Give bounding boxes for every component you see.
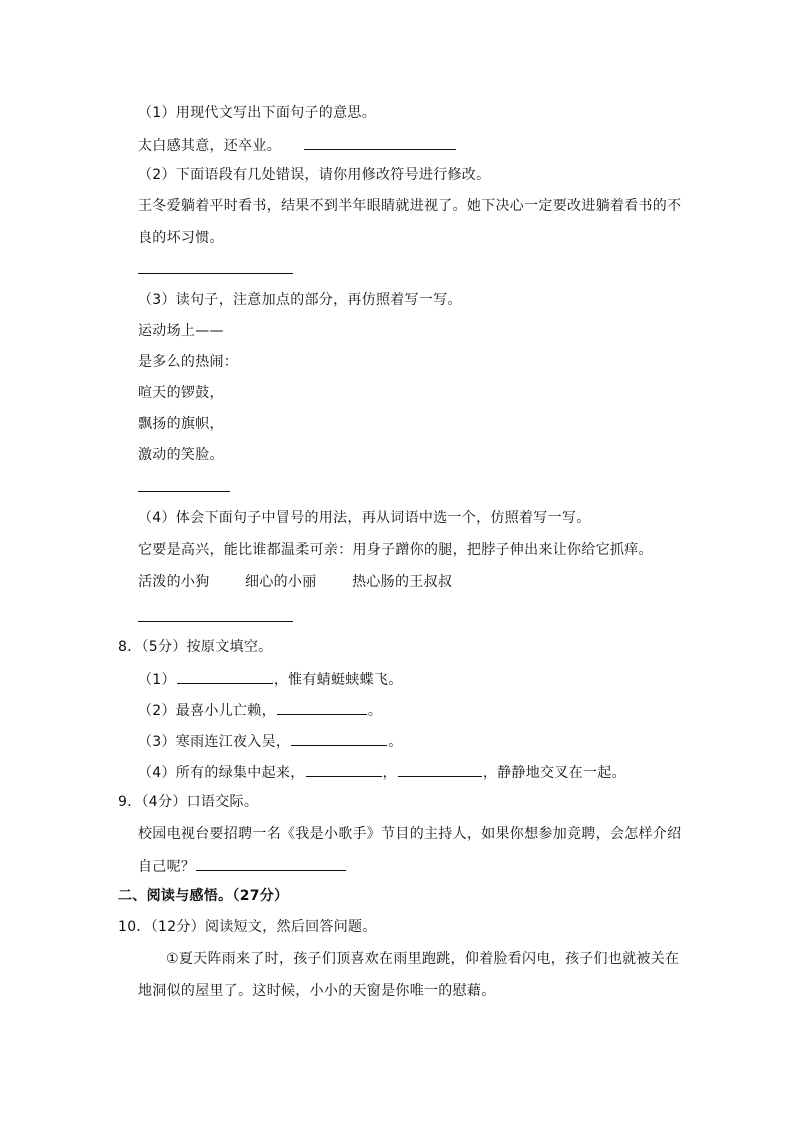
q7-p2-text-line2: 良的坏习惯。 — [138, 230, 224, 246]
q9-header: 9．（4分）口语交际。 — [118, 794, 259, 810]
q7-p1-label: （1）用现代文写出下面句子的意思。 — [138, 105, 377, 121]
q8-item-prefix: （2）最喜小儿亡赖， — [138, 703, 276, 719]
fill-blank[interactable] — [177, 669, 273, 684]
q7-p4-label: （4）体会下面句子中冒号的用法，再从词语中选一个，仿照着写一写。 — [138, 510, 591, 526]
q7-p1-sentence-row — [138, 135, 457, 155]
q7-p3-line: 喧天的锣鼓， — [138, 385, 224, 401]
q8-item — [138, 700, 382, 720]
q9-line1: 校园电视台要招聘一名《我是小歌手》节目的主持人，如果你想参加竞聘，会怎样介绍 — [138, 826, 682, 842]
q8-item-suffix: ，静静地交叉在一起。 — [482, 765, 626, 781]
q7-p2-label: （2）下面语段有几处错误，请你用修改符号进行修改。 — [138, 167, 491, 183]
q8-item — [138, 669, 403, 689]
answer-blank[interactable] — [196, 856, 346, 871]
q8-item-prefix: （1） — [138, 672, 176, 688]
q8-item-mid: ， — [382, 765, 397, 781]
q10-para1-line1: ①夏天阵雨来了时，孩子们顶喜欢在雨里跑跳，仰着脸看闪电，孩子们也就被关在 — [166, 951, 680, 967]
q8-item-suffix: 。 — [388, 734, 403, 750]
q7-p1-sentence: 太白感其意，还卒业。 — [138, 138, 281, 154]
section-title: 二、阅读与感悟。（27分） — [118, 888, 289, 904]
q8-item — [138, 731, 403, 751]
q9-line2: 自己呢？ — [138, 859, 196, 875]
q8-item-suffix: ，惟有蜻蜓蛱蝶飞。 — [273, 672, 403, 688]
q7-p3-label: （3）读句子，注意加点的部分，再仿照着写一写。 — [138, 292, 462, 308]
q7-p3-line: 激动的笑脸。 — [138, 447, 224, 463]
answer-line[interactable] — [138, 621, 293, 622]
q7-p2-text-line1: 王冬爱躺着平时看书，结果不到半年眼睛就进视了。她下决心一定要改进躺着看书的不 — [138, 198, 682, 214]
q10-header: 10．（12分）阅读短文，然后回答问题。 — [118, 919, 377, 935]
fill-blank[interactable] — [291, 731, 387, 746]
option-word: 热心肠的王叔叔 — [352, 574, 453, 590]
answer-line[interactable] — [138, 273, 293, 274]
fill-blank[interactable] — [277, 700, 367, 715]
answer-blank[interactable] — [304, 135, 456, 150]
q7-p3-line: 是多么的热闹： — [138, 354, 239, 370]
q8-item-suffix: 。 — [367, 703, 383, 719]
q7-p3-line: 飘扬的旗帜， — [138, 416, 224, 432]
q7-p3-line: 运动场上—— — [138, 323, 224, 339]
option-word: 活泼的小狗 — [138, 574, 210, 590]
q7-p4-options — [138, 573, 452, 591]
q8-header: 8．（5分）按原文填空。 — [118, 639, 273, 655]
q8-item-prefix: （4）所有的绿集中起来， — [138, 765, 305, 781]
q7-p4-sentence: 它要是高兴，能比谁都温柔可亲：用身子蹭你的腿，把脖子伸出来让你给它抓痒。 — [138, 542, 653, 558]
q8-item-prefix: （3）寒雨连江夜入吴， — [138, 734, 291, 750]
q10-para1-line2: 地洞似的屋里了。这时候，小小的天窗是你唯一的慰藉。 — [138, 983, 496, 999]
fill-blank[interactable] — [398, 762, 482, 777]
answer-line[interactable] — [138, 491, 230, 492]
q8-item — [138, 762, 626, 782]
q9-line2-row — [138, 856, 347, 876]
option-word: 细心的小丽 — [245, 574, 317, 590]
fill-blank[interactable] — [306, 762, 382, 777]
